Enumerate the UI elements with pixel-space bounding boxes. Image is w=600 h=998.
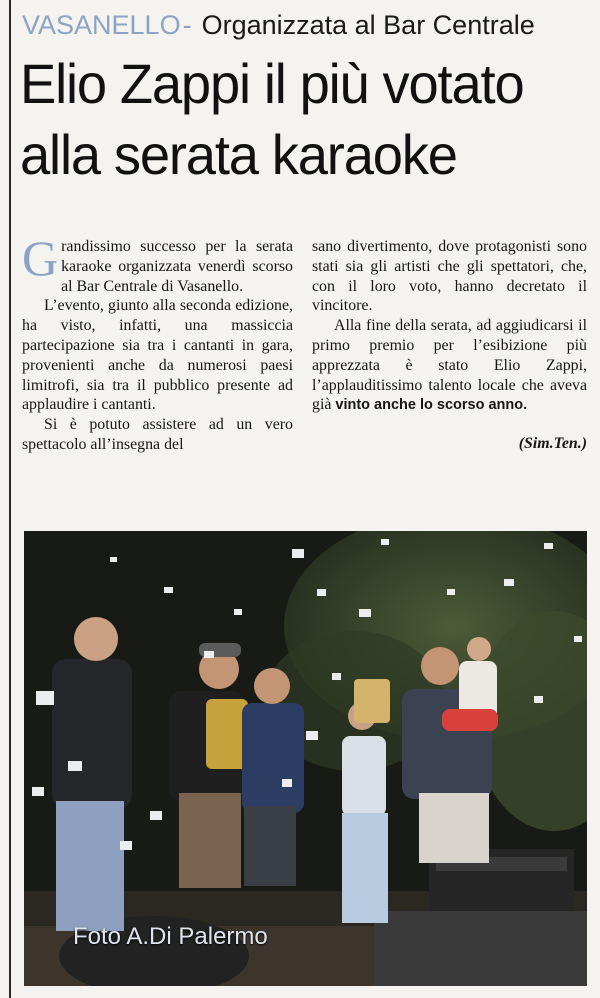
paragraph-4: sano divertimento, dove protagonisti sono stati sia gli artisti che gli spettatori, che, con il loro voto, hanno decretato il vincitore. [312,238,587,315]
paragraph-3: Si è potuto assistere ad un vero spettacolo all’insegna del [22,416,293,453]
drop-cap: G [22,230,59,286]
paragraph-1 [22,230,293,296]
headline [20,48,578,190]
kicker-subtitle: Organizzata al Bar Centrale [201,10,535,40]
photo-illustration [24,531,587,986]
article-column-2 [312,237,587,454]
article-column-1 [22,230,293,455]
article-photo [24,531,587,986]
paragraph-5-highlight: vinto anche lo scorso anno. [335,397,528,414]
paragraph-2: L’evento, giunto alla seconda edizione, ha visto, infatti, una massiccia partecipazione sia tra i cantanti in gara, provenienti anche da numerosi paesi limitrofi, sia tra il pubblico presente ad applaudire i cantanti. [22,297,293,414]
paragraph-1-text: randissimo successo per la serata karaoke organizzata venerdì scorso al Bar Centrale di Vasanello. [61,238,293,295]
headline-line-1: Elio Zappi il più votato [20,52,524,115]
section-kicker [22,10,535,41]
page-rule [9,0,11,998]
kicker-place: VASANELLO [22,10,181,40]
kicker-dash: - [182,10,192,40]
byline: (Sim.Ten.) [518,435,587,453]
paragraph-5-text: Alla fine della serata, ad aggiudicarsi il primo premio per l’esibizione più apprezzata è stato Elio Zappi, l’applauditissimo talento locale che aveva già [312,317,587,414]
photo-caption: Foto A.Di Palermo [73,923,268,950]
paragraph-5 [312,316,587,416]
headline-line-2: alla serata karaoke [20,123,457,186]
